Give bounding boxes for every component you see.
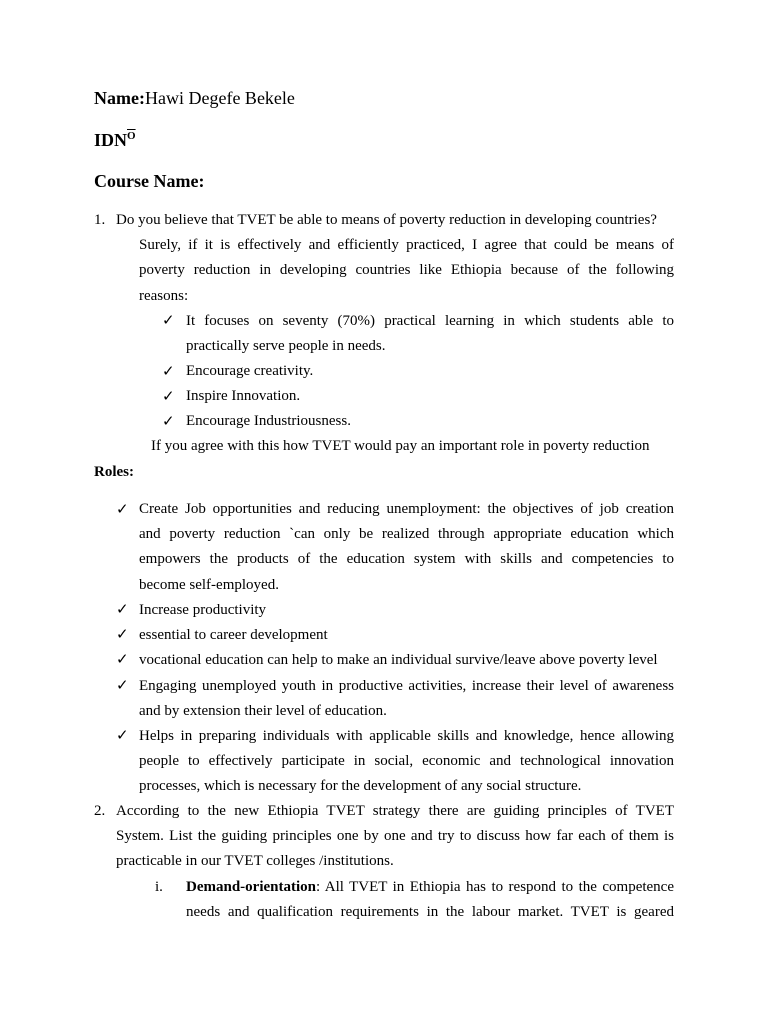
check-icon: ✓: [162, 311, 175, 329]
principle-numeral: i.: [155, 879, 163, 895]
q2-line: practicable in our TVET colleges /institutions.: [116, 853, 394, 869]
reason-item: It focuses on seventy (70%) practical learning in which students able to: [186, 313, 674, 329]
role-item: vocational education can help to make an individual survive/leave above poverty level: [139, 652, 658, 668]
check-icon: ✓: [116, 500, 129, 518]
name-label: Name:: [94, 88, 145, 108]
reason-item: Encourage Industriousness.: [186, 413, 351, 429]
reason-item: Inspire Innovation.: [186, 388, 301, 404]
name-value: Hawi Degefe Bekele: [144, 88, 295, 108]
reason-item: Encourage creativity.: [186, 363, 314, 379]
roles-heading: Roles:: [94, 464, 134, 480]
q1-number: 1.: [94, 212, 106, 228]
q1-answer-line: reasons:: [139, 288, 189, 304]
role-item-continued: and poverty reduction `can only be realized through appropriate education which: [139, 526, 674, 542]
q1-answer-line: poverty reduction in developing countries like Ethiopia because of the following: [139, 262, 674, 278]
role-item: Create Job opportunities and reducing unemployment: the objectives of job creation: [139, 501, 674, 517]
principle-item: [186, 877, 674, 897]
role-item: Engaging unemployed youth in productive activities, increase their level of awareness: [139, 678, 674, 694]
check-icon: ✓: [162, 362, 175, 380]
id-superscript: O: [127, 130, 136, 142]
id-label: IDN: [94, 130, 128, 150]
check-icon: ✓: [116, 650, 129, 668]
principle-item-continued: needs and qualification requirements in the labour market. TVET is geared: [186, 904, 674, 920]
role-item: Helps in preparing individuals with applicable skills and knowledge, hence allowing: [139, 728, 674, 744]
check-icon: ✓: [162, 387, 175, 405]
q1-followup: If you agree with this how TVET would pay an important role in poverty reduction: [151, 438, 650, 454]
check-icon: ✓: [162, 412, 175, 430]
role-item-continued: people to effectively participate in social, economic and technological innovation: [139, 753, 674, 769]
role-item: Increase productivity: [139, 602, 267, 618]
q1-question: Do you believe that TVET be able to means of poverty reduction in developing countries?: [116, 212, 657, 228]
q1-answer-line: Surely, if it is effectively and efficiently practiced, I agree that could be means of: [139, 237, 674, 253]
role-item: essential to career development: [139, 627, 328, 643]
principle-term: Demand-orientation: [186, 879, 316, 895]
q2-line: System. List the guiding principles one by one and try to discuss how far each of them is: [116, 828, 674, 844]
reason-item-continued: practically serve people in needs.: [186, 338, 386, 354]
check-icon: ✓: [116, 676, 129, 694]
role-item-continued: and by extension their level of education.: [139, 703, 387, 719]
check-icon: ✓: [116, 726, 129, 744]
check-icon: ✓: [116, 600, 129, 618]
course-name-label: Course Name:: [94, 171, 205, 191]
role-item-continued: empowers the products of the education system with skills and competencies to: [139, 551, 674, 567]
principle-text: : All TVET in Ethiopia has to respond to the competence: [316, 879, 674, 895]
q2-line: According to the new Ethiopia TVET strategy there are guiding principles of TVET: [116, 803, 674, 819]
q2-number: 2.: [94, 803, 106, 819]
role-item-continued: processes, which is necessary for the development of any social structure.: [139, 778, 582, 794]
check-icon: ✓: [116, 625, 129, 643]
role-item-continued: become self-employed.: [139, 577, 279, 593]
name-line: [94, 88, 295, 108]
id-line: [94, 130, 136, 150]
